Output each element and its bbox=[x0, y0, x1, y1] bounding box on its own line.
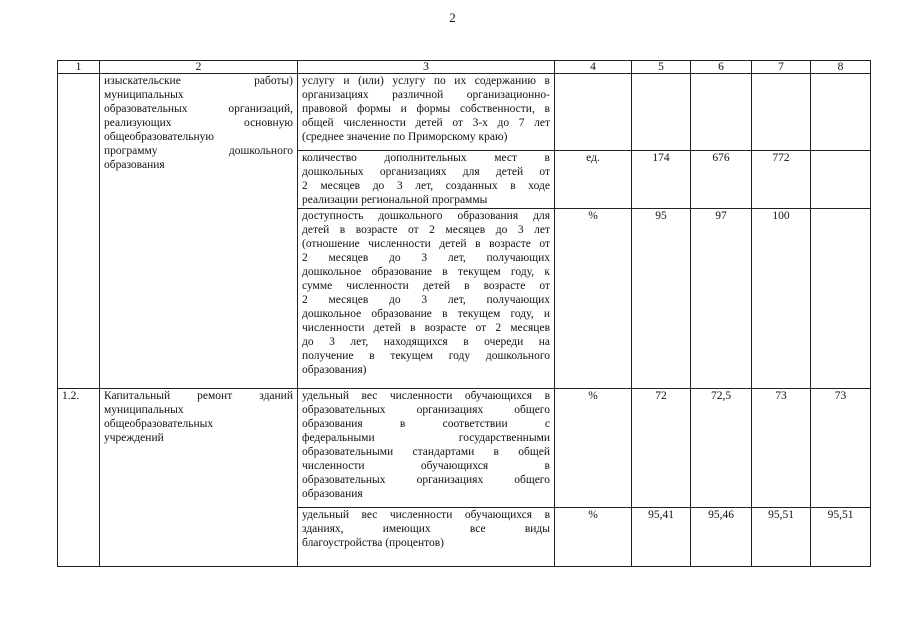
indicator-line: образовательными стандартами в общей bbox=[302, 446, 550, 458]
header-cell: 2 bbox=[100, 61, 298, 74]
item-name bbox=[100, 389, 298, 567]
unit-cell bbox=[555, 74, 632, 151]
indicator-text bbox=[298, 74, 555, 151]
indicator-line: благоустройства (процентов) bbox=[302, 537, 444, 549]
header-cell: 1 bbox=[58, 61, 100, 74]
header-cell: 8 bbox=[811, 61, 871, 74]
indicator-line: правовой формы и формы собственности, в bbox=[302, 103, 550, 115]
indicator-line: федеральными государственными bbox=[302, 432, 550, 444]
item-name bbox=[100, 74, 298, 389]
value-cell: 73 bbox=[752, 389, 811, 508]
value-cell: 97 bbox=[691, 209, 752, 389]
indicator-line: образования bbox=[302, 488, 363, 500]
indicator-line: количество дополнительных мест в bbox=[302, 152, 550, 164]
indicator-line: услугу и (или) услугу по их содержанию в bbox=[302, 75, 550, 87]
value-cell bbox=[811, 209, 871, 389]
indicator-line: дошкольное образование в текущем году, и bbox=[302, 308, 550, 320]
item-name-line: программу дошкольного bbox=[104, 145, 293, 157]
indicator-text bbox=[298, 508, 555, 567]
item-name-line: образования bbox=[104, 159, 165, 171]
indicator-line: удельный вес численности обучающихся в bbox=[302, 390, 550, 402]
indicators-table bbox=[57, 60, 871, 567]
value-cell bbox=[811, 151, 871, 209]
indicator-line: образования) bbox=[302, 364, 367, 376]
item-number: 1.2. bbox=[58, 389, 100, 567]
value-cell: 95 bbox=[632, 209, 691, 389]
value-cell: 772 bbox=[752, 151, 811, 209]
value-cell: 95,51 bbox=[752, 508, 811, 567]
value-cell bbox=[632, 74, 691, 151]
indicator-text bbox=[298, 151, 555, 209]
item-name-line: учреждений bbox=[104, 432, 164, 444]
unit-cell: ед. bbox=[555, 151, 632, 209]
indicator-line: общей численности детей от 3-х до 7 лет bbox=[302, 117, 550, 129]
header-cell: 7 bbox=[752, 61, 811, 74]
value-cell: 174 bbox=[632, 151, 691, 209]
value-cell: 100 bbox=[752, 209, 811, 389]
indicator-line: доступность дошкольного образования для bbox=[302, 210, 550, 222]
indicator-line: удельный вес численности обучающихся в bbox=[302, 509, 550, 521]
indicator-line: 2 месяцев до 3 лет, получающих bbox=[302, 294, 550, 306]
indicator-line: организациях различной организационно- bbox=[302, 89, 550, 101]
item-name-line: общеобразовательных bbox=[104, 418, 214, 430]
value-cell: 95,51 bbox=[811, 508, 871, 567]
indicator-line: образовательных организациях общего bbox=[302, 404, 550, 416]
indicator-line: дошкольное образование в текущем году, к bbox=[302, 266, 550, 278]
value-cell: 95,41 bbox=[632, 508, 691, 567]
header-row bbox=[58, 61, 871, 74]
table-row bbox=[58, 389, 871, 508]
indicator-line: численности детей в возрасте от 2 месяцев bbox=[302, 322, 550, 334]
indicator-line: 2 месяцев до 3 лет, получающих bbox=[302, 252, 550, 264]
value-cell: 95,46 bbox=[691, 508, 752, 567]
value-cell bbox=[811, 74, 871, 151]
value-cell: 676 bbox=[691, 151, 752, 209]
indicator-line: образовательных организациях общего bbox=[302, 474, 550, 486]
indicator-line: детей в возрасте от 2 месяцев до 3 лет bbox=[302, 224, 550, 236]
indicator-line: (отношение численности детей в возрасте от bbox=[302, 238, 550, 250]
indicator-text bbox=[298, 389, 555, 508]
table-row bbox=[58, 74, 871, 151]
indicator-line: до 3 лет, находящихся в очереди на bbox=[302, 336, 550, 348]
item-name-line: образовательных организаций, bbox=[104, 103, 293, 115]
unit-cell: % bbox=[555, 209, 632, 389]
indicator-line: образования в соответствии с bbox=[302, 418, 550, 430]
unit-cell: % bbox=[555, 508, 632, 567]
indicator-line: реализации региональной программы bbox=[302, 194, 488, 206]
indicator-line: численности обучающихся в bbox=[302, 460, 550, 472]
header-cell: 5 bbox=[632, 61, 691, 74]
item-name-line: общеобразовательную bbox=[104, 131, 214, 143]
value-cell bbox=[691, 74, 752, 151]
item-name-line: муниципальных bbox=[104, 404, 184, 416]
item-name-line: муниципальных bbox=[104, 89, 184, 101]
indicator-line: (среднее значение по Приморскому краю) bbox=[302, 131, 508, 143]
item-name-line: реализующих основную bbox=[104, 117, 293, 129]
value-cell: 73 bbox=[811, 389, 871, 508]
value-cell bbox=[752, 74, 811, 151]
item-name-line: изыскательские работы) bbox=[104, 75, 293, 87]
indicator-line: сумме численности детей в возрасте от bbox=[302, 280, 550, 292]
indicator-line: зданиях, имеющих все виды bbox=[302, 523, 550, 535]
value-cell: 72,5 bbox=[691, 389, 752, 508]
header-cell: 3 bbox=[298, 61, 555, 74]
unit-cell: % bbox=[555, 389, 632, 508]
indicator-line: 2 месяцев до 3 лет, созданных в ходе bbox=[302, 180, 550, 192]
header-cell: 6 bbox=[691, 61, 752, 74]
indicator-line: дошкольных организациях для детей от bbox=[302, 166, 550, 178]
indicator-line: получение в текущем году дошкольного bbox=[302, 350, 550, 362]
item-number bbox=[58, 74, 100, 389]
indicator-text bbox=[298, 209, 555, 389]
header-cell: 4 bbox=[555, 61, 632, 74]
item-name-line: Капитальный ремонт зданий bbox=[104, 390, 293, 402]
value-cell: 72 bbox=[632, 389, 691, 508]
page-number: 2 bbox=[449, 10, 456, 25]
